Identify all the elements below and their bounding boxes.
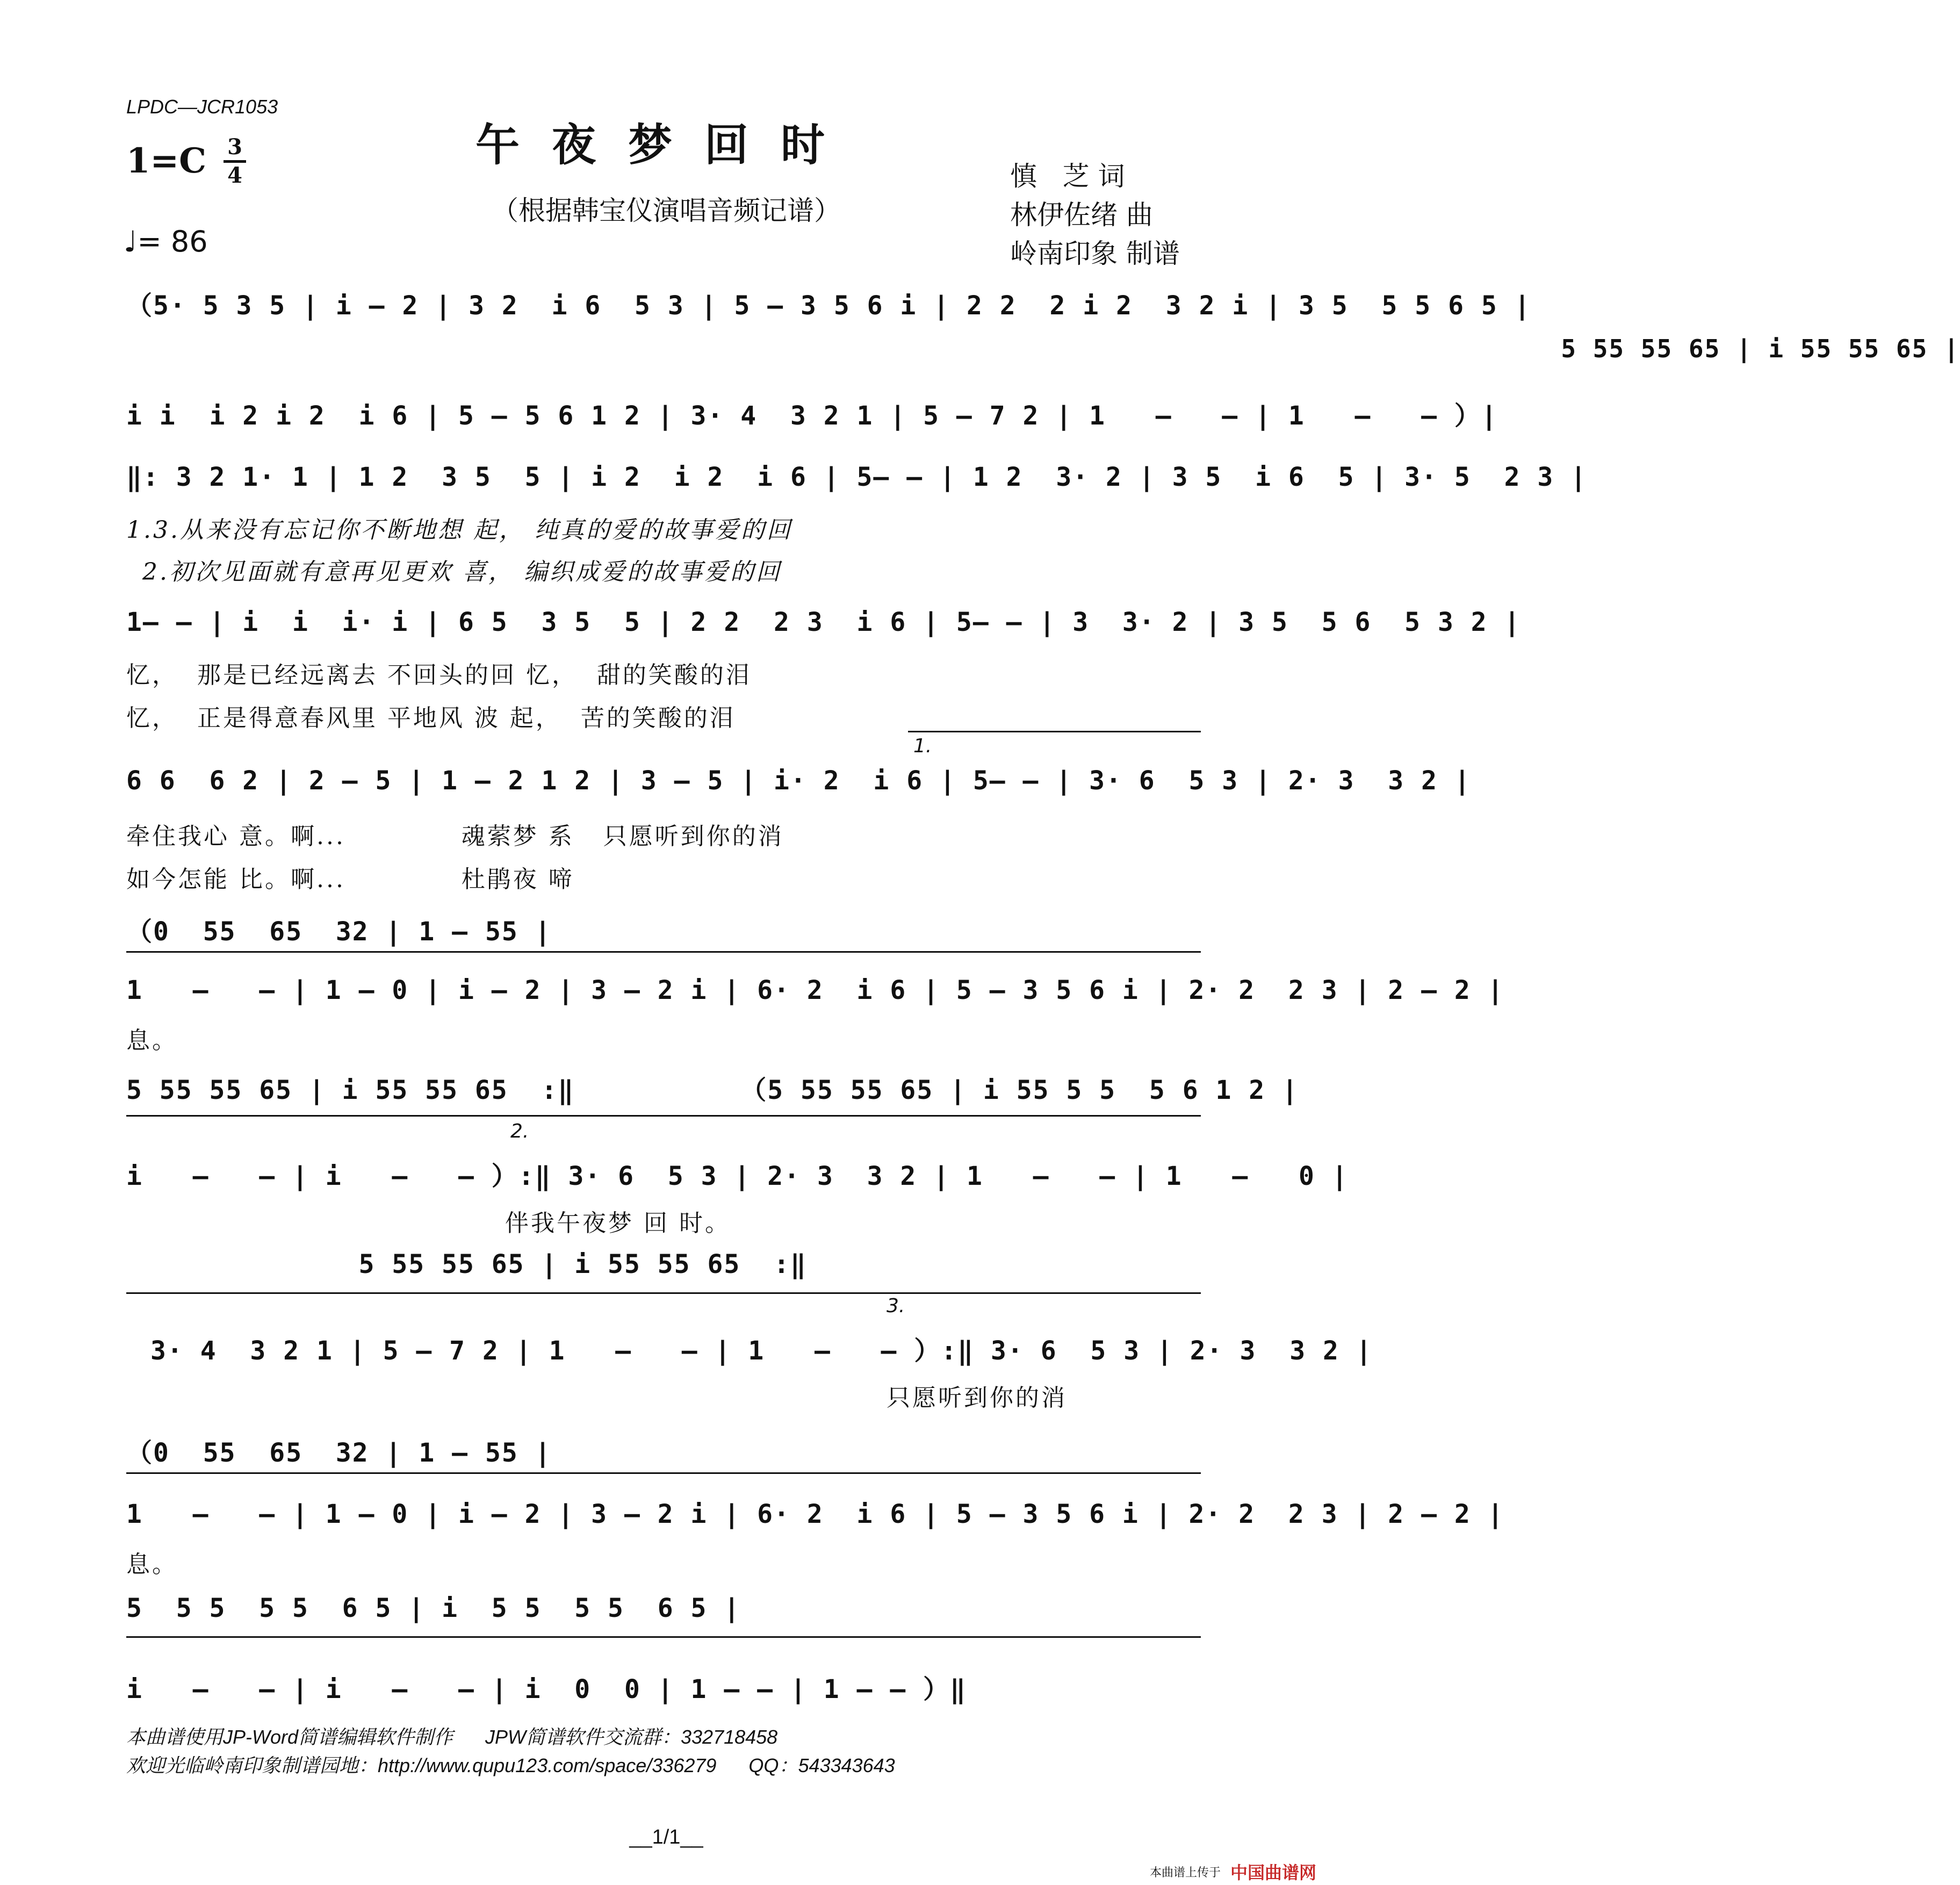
staff-divider-1 <box>126 951 1201 953</box>
site-logo: 中国曲谱网 <box>1230 1863 1317 1882</box>
lyric-line-10: 息。 <box>126 1551 178 1578</box>
lyric-line-9: 只愿听到你的消 <box>887 1384 1067 1412</box>
notation-row-16: i – – | i – – | i 0 0 | 1 – – | 1 – – ）‖ <box>126 1674 967 1704</box>
notation-row-15: 5 5 5 5 5 6 5 | i 5 5 5 5 6 5 | <box>126 1593 741 1623</box>
lyric-line-5: 牵住我心 意。啊... 魂萦梦 系 只愿听到你的消 <box>126 823 784 850</box>
staff-divider-5 <box>126 1636 1201 1638</box>
notation-row-14: 1 – – | 1 – 0 | i – 2 | 3 – 2 i | 6· 2 i 6 | 5 – 3 5 6 i | 2· 2 2 3 | 2 – 2 | <box>126 1499 1504 1529</box>
notation-row-7: （0 55 65 32 | 1 – 55 | <box>126 917 552 947</box>
footer-line-1: 本曲谱使用JP-Word简谱编辑软件制作 JPW简谱软件交流群：332718458 <box>126 1726 778 1748</box>
notation-row-11: 5 55 55 65 | i 55 55 65 :‖ <box>126 1249 807 1279</box>
lyric-line-8: 伴我午夜梦 回 时。 <box>505 1210 731 1237</box>
time-bottom: 4 <box>227 163 242 188</box>
volta-line-1 <box>908 731 1201 732</box>
song-subtitle: （根据韩宝仪演唱音频记谱） <box>492 195 841 226</box>
lyric-line-4: 忆， 正是得意春风里 平地风 波 起， 苦的笑酸的泪 <box>126 704 736 732</box>
credit-arranger: 岭南印象 制谱 <box>1010 238 1180 269</box>
notation-row-10: i – – | i – – ）:‖ 3· 6 5 3 | 2· 3 3 2 | 1 – – | 1 – 0 | <box>126 1161 1349 1191</box>
footer-line-2: 欢迎光临岭南印象制谱园地：http://www.qupu123.com/space/336279 QQ：543343643 <box>126 1754 895 1776</box>
notation-row-3: i i i 2 i 2 i 6 | 5 – 5 6 1 2 | 3· 4 3 2 1 | 5 – 7 2 | 1 – – | 1 – – ）| <box>126 401 1498 431</box>
notation-row-1: （5· 5 3 5 | i – 2 | 3 2 i 6 5 3 | 5 – 3 5 6 i | 2 2 2 i 2 3 2 i | 3 5 5 5 6 5 | <box>126 291 1531 321</box>
credit-composer: 林伊佐绪 曲 <box>1010 199 1153 231</box>
volta-1: 1. <box>913 735 932 757</box>
notation-row-12: 3· 4 3 2 1 | 5 – 7 2 | 1 – – | 1 – – ）:‖ 3· 6 5 3 | 2· 3 3 2 | <box>150 1336 1373 1366</box>
page-number: __1/1__ <box>629 1826 703 1848</box>
volta-2: 2. <box>510 1120 529 1142</box>
notation-row-5: 1– – | i i i· i | 6 5 3 5 5 | 2 2 2 3 i 6 | 5– – | 3 3· 2 | 3 5 5 6 5 3 2 | <box>126 607 1521 637</box>
notation-row-2: 5 55 55 65 | i 55 55 65 | <box>795 334 1960 363</box>
time-signature <box>221 135 248 188</box>
credit-lyricist: 慎 芝 词 <box>1010 161 1125 192</box>
notation-row-6: 6 6 6 2 | 2 – 5 | 1 – 2 1 2 | 3 – 5 | i· 2 i 6 | 5– – | 3· 6 5 3 | 2· 3 3 2 | <box>126 766 1471 796</box>
lyric-verse-2: 2.初次见面就有意再见更欢 喜， 编织成爱的故事爱的回 <box>142 558 782 586</box>
upload-note: 本曲谱上传于 <box>1150 1866 1221 1879</box>
staff-divider-3 <box>126 1292 1201 1294</box>
lyric-line-3: 忆， 那是已经远离去 不回头的回 忆， 甜的笑酸的泪 <box>126 661 752 689</box>
volta-3: 3. <box>887 1295 905 1317</box>
time-top: 3 <box>227 134 242 160</box>
tempo-mark: ♩= 86 <box>124 225 208 258</box>
lyric-verse-1: 1.3.从来没有忘记你不断地想 起， 纯真的爱的故事爱的回 <box>126 516 792 544</box>
lyric-line-6: 如今怎能 比。啊... 杜鹃夜 啼 <box>126 866 574 893</box>
score-code: LPDC—JCR1053 <box>126 96 278 118</box>
staff-divider-2 <box>126 1115 1201 1117</box>
staff-divider-4 <box>126 1472 1201 1474</box>
notation-row-13: （0 55 65 32 | 1 – 55 | <box>126 1438 552 1468</box>
key-signature: 1=C <box>126 141 207 181</box>
lyric-line-7: 息。 <box>126 1027 178 1054</box>
notation-row-4: ‖: 3 2 1· 1 | 1 2 3 5 5 | i 2 i 2 i 6 | 5– – | 1 2 3· 2 | 3 5 i 6 5 | 3· 5 2 3 | <box>126 462 1588 492</box>
song-title: 午夜梦回时 <box>475 119 857 171</box>
notation-row-9: 5 55 55 65 | i 55 55 65 :‖ （5 55 55 65 | i 55 5 5 5 6 1 2 | <box>126 1075 1299 1105</box>
notation-row-8: 1 – – | 1 – 0 | i – 2 | 3 – 2 i | 6· 2 i 6 | 5 – 3 5 6 i | 2· 2 2 3 | 2 – 2 | <box>126 975 1504 1005</box>
